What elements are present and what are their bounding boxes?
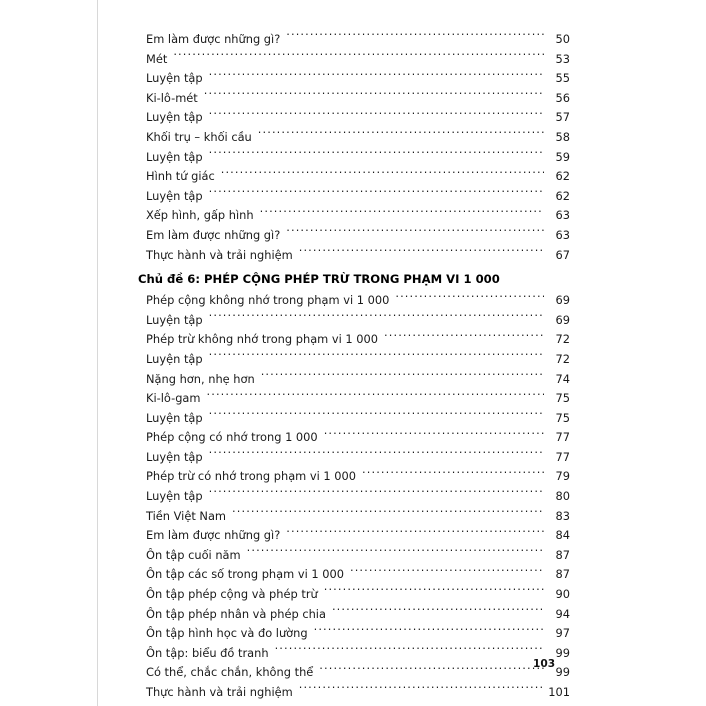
toc-entry-page-number: 80: [555, 489, 570, 504]
toc-entry[interactable]: [146, 187, 570, 207]
toc-entry[interactable]: [146, 370, 570, 390]
toc-entry[interactable]: [146, 683, 570, 703]
toc-leader-dots: [260, 206, 544, 219]
toc-entry[interactable]: [146, 487, 570, 507]
toc-entry-page-number: 75: [555, 391, 570, 406]
toc-entry-label: Ôn tập hình học và đo lường: [146, 626, 308, 641]
toc-entry[interactable]: [146, 89, 570, 109]
toc-entry-page-number: 90: [555, 587, 570, 602]
toc-entry[interactable]: [146, 546, 570, 566]
toc-entry-page-number: 87: [555, 567, 570, 582]
toc-entry[interactable]: [146, 448, 570, 468]
toc-entry-label: Thực hành và trải nghiệm: [146, 247, 293, 262]
toc-entry[interactable]: [146, 311, 570, 331]
toc-entry-page-number: 62: [555, 188, 570, 203]
toc-entry-page-number: 74: [555, 371, 570, 386]
toc-entry[interactable]: [146, 526, 570, 546]
toc-leader-dots: [247, 546, 544, 559]
toc-entry[interactable]: [146, 605, 570, 625]
toc-leader-dots: [258, 128, 544, 141]
toc-entry-page-number: 58: [555, 129, 570, 144]
toc-entry-label: Xếp hình, gấp hình: [146, 208, 254, 223]
toc-entry-label: Thực hành và trải nghiệm: [146, 685, 293, 699]
toc-leader-dots: [173, 50, 544, 63]
toc-entry-page-number: 55: [555, 71, 570, 86]
toc-entry-label: Ôn tập phép nhân và phép chia: [146, 606, 326, 621]
toc-leader-dots: [221, 167, 544, 180]
toc-entry-label: Phép cộng không nhớ trong phạm vi 1 000: [146, 293, 390, 308]
toc-leader-dots: [299, 246, 544, 259]
toc-entry-page-number: 97: [555, 626, 570, 641]
toc-entry-label: Ôn tập: biểu đồ tranh: [146, 645, 269, 660]
toc-leader-dots: [209, 108, 544, 121]
toc-entry[interactable]: [146, 624, 570, 644]
toc-leader-dots: [324, 428, 544, 441]
toc-entry-page-number: 77: [555, 449, 570, 464]
toc-entry-label: Luyện tập: [146, 110, 203, 125]
toc-leader-dots: [232, 507, 544, 520]
toc-leader-dots: [209, 448, 544, 461]
toc-entry-label: Có thể, chắc chắn, không thể: [146, 665, 314, 680]
toc-entry-page-number: 63: [555, 208, 570, 223]
toc-entry-label: Ki-lô-gam: [146, 391, 201, 406]
toc-entry-label: Phép trừ có nhớ trong phạm vi 1 000: [146, 469, 357, 484]
toc-leader-dots: [209, 487, 544, 500]
toc-chapter-heading: Chủ đề 6: PHÉP CỘNG PHÉP TRỪ TRONG PHẠM VI 1 000: [138, 272, 500, 287]
toc-entry-label: Luyện tập: [146, 71, 203, 86]
toc-entry-page-number: 99: [555, 665, 570, 680]
toc-entry-label: Em làm được những gì?: [146, 227, 281, 242]
toc-entry-label: Phép cộng có nhớ trong 1 000: [146, 430, 318, 445]
toc-entry[interactable]: [146, 50, 570, 70]
page-gutter-line: [97, 0, 98, 706]
toc-leader-dots: [319, 663, 544, 676]
toc-entry[interactable]: [146, 644, 570, 664]
toc-entry-label: Tiền Việt Nam: [146, 508, 227, 523]
toc-leader-dots: [395, 291, 544, 304]
toc-entry[interactable]: [146, 350, 570, 370]
toc-leader-dots: [261, 370, 544, 383]
toc-entry[interactable]: [146, 30, 570, 50]
toc-entry[interactable]: [146, 330, 570, 350]
page-number: 103: [533, 658, 556, 670]
toc-entry-label: Luyện tập: [146, 188, 203, 203]
toc-entry-page-number: 72: [555, 351, 570, 366]
toc-entry-label: Mét: [146, 51, 168, 66]
toc-entry[interactable]: [146, 206, 570, 226]
toc-leader-dots: [286, 526, 544, 539]
toc-entry[interactable]: [146, 389, 570, 409]
toc-entry-page-number: 62: [555, 169, 570, 184]
toc-leader-dots: [286, 226, 544, 239]
toc-entry[interactable]: [146, 148, 570, 168]
toc-entry-page-number: 50: [555, 32, 570, 46]
toc-entry[interactable]: [146, 167, 570, 187]
toc-entry-label: Khối trụ – khối cầu: [146, 129, 252, 144]
toc-leader-dots: [299, 683, 544, 696]
toc-entry-label: Luyện tập: [146, 489, 203, 504]
toc-entry[interactable]: [146, 467, 570, 487]
toc-entry-page-number: 84: [555, 528, 570, 543]
toc-entry-page-number: 101: [548, 685, 570, 699]
toc-entry[interactable]: [146, 69, 570, 89]
toc-entry[interactable]: [146, 428, 570, 448]
toc-entry-page-number: 59: [555, 149, 570, 164]
toc-entry-label: Luyện tập: [146, 312, 203, 327]
toc-entry-label: Luyện tập: [146, 351, 203, 366]
toc-leader-dots: [324, 585, 544, 598]
toc-entry-label: Em làm được những gì?: [146, 528, 281, 543]
toc-leader-dots: [362, 467, 544, 480]
toc-leader-dots: [286, 30, 544, 43]
toc-entry-page-number: 69: [555, 312, 570, 327]
toc-entry-page-number: 75: [555, 410, 570, 425]
toc-entry-page-number: 56: [555, 90, 570, 105]
toc-entry-page-number: 87: [555, 547, 570, 562]
toc-entry[interactable]: [146, 128, 570, 148]
toc-entry-page-number: 63: [555, 227, 570, 242]
toc-entry-page-number: 77: [555, 430, 570, 445]
toc-entry[interactable]: [146, 409, 570, 429]
toc-entry[interactable]: [146, 226, 570, 246]
toc-leader-dots: [209, 409, 544, 422]
toc-entry-label: Nặng hơn, nhẹ hơn: [146, 371, 255, 386]
toc-entry-page-number: 57: [555, 110, 570, 125]
toc-entry-label: Luyện tập: [146, 449, 203, 464]
toc-entry[interactable]: [146, 663, 570, 683]
toc-leader-dots: [209, 148, 544, 161]
toc-leader-dots: [314, 624, 544, 637]
toc-leader-dots: [209, 311, 544, 324]
toc-entry-label: Ôn tập phép cộng và phép trừ: [146, 587, 318, 602]
toc-entry[interactable]: [146, 246, 570, 266]
toc-leader-dots: [384, 330, 544, 343]
toc-entry-page-number: 94: [555, 606, 570, 621]
toc-entry-label: Em làm được những gì?: [146, 32, 281, 46]
toc-entry-page-number: 53: [555, 51, 570, 66]
toc-entry-label: Luyện tập: [146, 149, 203, 164]
toc-leader-dots: [275, 644, 544, 657]
toc-entry[interactable]: [146, 108, 570, 128]
toc-leader-dots: [209, 187, 544, 200]
toc-entry[interactable]: [146, 585, 570, 605]
toc-leader-dots: [350, 565, 544, 578]
toc-entry-label: Ki-lô-mét: [146, 90, 198, 105]
toc-entry[interactable]: [146, 507, 570, 527]
toc-entry-page-number: 69: [555, 293, 570, 308]
toc-entry-label: Ôn tập các số trong phạm vi 1 000: [146, 567, 344, 582]
toc-entry-page-number: 72: [555, 332, 570, 347]
toc-leader-dots: [209, 69, 544, 82]
toc-leader-dots: [209, 350, 544, 363]
toc-entry-page-number: 79: [555, 469, 570, 484]
toc-leader-dots: [204, 89, 544, 102]
toc-entry-label: Ôn tập cuối năm: [146, 547, 241, 562]
table-of-contents: [138, 30, 570, 703]
toc-entry-page-number: 99: [555, 645, 570, 660]
toc-entry-page-number: 83: [555, 508, 570, 523]
toc-entry-label: Luyện tập: [146, 410, 203, 425]
toc-entry-label: Hình tứ giác: [146, 169, 215, 184]
toc-entry[interactable]: [146, 565, 570, 585]
toc-entry-page-number: 67: [555, 247, 570, 262]
toc-leader-dots: [207, 389, 544, 402]
toc-leader-dots: [332, 605, 544, 618]
toc-entry[interactable]: [146, 291, 570, 311]
toc-entry-label: Phép trừ không nhớ trong phạm vi 1 000: [146, 332, 379, 347]
